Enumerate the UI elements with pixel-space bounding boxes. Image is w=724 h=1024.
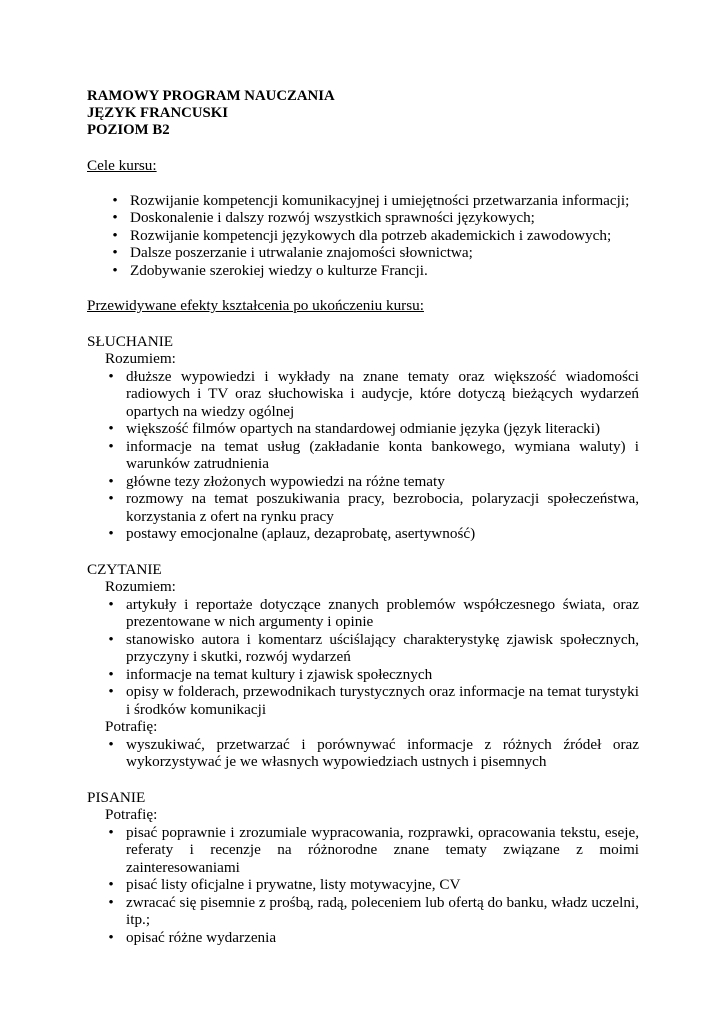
bullet-icon: •: [108, 630, 114, 648]
list-item: [108, 823, 639, 877]
bullet-icon: •: [112, 226, 118, 244]
list-item: [112, 226, 639, 245]
bullet-icon: •: [108, 525, 114, 542]
list-item-text: Rozwijanie kompetencji komunikacyjnej i umiejętności przetwarzania informacji;: [130, 191, 630, 209]
bullet-icon: •: [108, 928, 114, 946]
bullet-icon: •: [108, 490, 114, 507]
reading-understand-list: [108, 595, 639, 719]
list-item: [108, 437, 639, 473]
list-item: [108, 630, 639, 666]
writing-heading: PISANIE: [87, 788, 146, 806]
list-item-text: Zdobywanie szerokiej wiedzy o kulturze Francji.: [130, 261, 428, 279]
list-item-text: większość filmów opartych na standardowej odmianie języka (język literacki): [126, 420, 601, 437]
reading-can-label: Potrafię:: [105, 718, 158, 735]
bullet-icon: •: [112, 244, 118, 261]
list-item-text: Dalsze poszerzanie i utrwalanie znajomości słownictwa;: [130, 244, 473, 261]
list-item: [112, 261, 639, 280]
bullet-icon: •: [108, 367, 114, 385]
bullet-icon: •: [112, 209, 118, 226]
header-line-2: JĘZYK FRANCUSKI: [87, 105, 228, 121]
bullet-icon: •: [112, 261, 118, 279]
list-item: [108, 876, 639, 894]
bullet-icon: •: [108, 735, 114, 753]
list-item-text: informacje na temat kultury i zjawisk społecznych: [126, 665, 433, 683]
bullet-icon: •: [108, 683, 114, 700]
list-item: [108, 928, 639, 947]
bullet-icon: •: [108, 437, 114, 455]
goals-heading: Cele kursu:: [87, 157, 157, 174]
bullet-icon: •: [108, 472, 114, 490]
list-item-text: stanowisko autora i komentarz uściślający charakterystykę zjawisk społecznych, przyczyny i skutki, rozwój wydarzeń: [126, 630, 639, 665]
list-item: [112, 209, 639, 227]
list-item-text: wyszukiwać, przetwarzać i porównywać informacje z różnych źródeł oraz wykorzystywać je we własnych wypowiedziach ustnych i pisemnych: [126, 735, 639, 770]
list-item-text: główne tezy złożonych wypowiedzi na różne tematy: [126, 472, 445, 490]
document-content: [87, 88, 639, 946]
list-item-text: postawy emocjonalne (aplauz, dezaprobatę, asertywność): [126, 525, 476, 542]
reading-can-list: [108, 735, 639, 771]
listening-list: [108, 367, 639, 543]
list-item: [108, 525, 639, 543]
list-item-text: Doskonalenie i dalszy rozwój wszystkich sprawności językowych;: [130, 209, 535, 226]
list-item: [108, 893, 639, 929]
list-item: [108, 472, 639, 491]
bullet-icon: •: [108, 665, 114, 683]
listening-label: Rozumiem:: [105, 350, 176, 367]
listening-heading: SŁUCHANIE: [87, 332, 174, 350]
list-item-text: opisy w folderach, przewodnikach turystycznych oraz informacje na temat turystyki i środków komunikacji: [126, 683, 639, 718]
header-line-1: RAMOWY PROGRAM NAUCZANIA: [87, 88, 335, 104]
list-item-text: zwracać się pisemnie z prośbą, radą, poleceniem lub ofertą do banku, władz uczelni, itp.;: [126, 893, 639, 928]
bullet-icon: •: [108, 876, 114, 893]
document-header: [87, 88, 639, 139]
list-item: [108, 490, 639, 525]
bullet-icon: •: [108, 823, 114, 841]
writing-list: [108, 823, 639, 947]
bullet-icon: •: [108, 420, 114, 437]
list-item: [112, 191, 639, 210]
reading-heading: CZYTANIE: [87, 560, 162, 578]
list-item-text: rozmowy na temat poszukiwania pracy, bezrobocia, polaryzacji społeczeństwa, korzystania z ofert na rynku pracy: [126, 490, 639, 525]
header-line-3: POZIOM B2: [87, 122, 170, 138]
list-item: [108, 735, 639, 771]
list-item-text: pisać listy oficjalne i prywatne, listy motywacyjne, CV: [126, 876, 461, 893]
list-item-text: dłuższe wypowiedzi i wykłady na znane tematy oraz większość wiadomości radiowych i TV oraz słuchowiska i audycje, które dotyczą bieżących wydarzeń opartych na wiedzy ogólnej: [126, 367, 639, 420]
reading-understand-label: Rozumiem:: [105, 578, 176, 595]
list-item: [112, 244, 639, 262]
bullet-icon: •: [108, 893, 114, 911]
list-item-text: pisać poprawnie i zrozumiale wypracowania, rozprawki, opracowania tekstu, eseje, referaty i recenzje na różnorodne znane tematy związane z moimi zainteresowaniami: [126, 823, 639, 876]
list-item-text: artykuły i reportaże dotyczące znanych problemów współczesnego świata, oraz prezentowane w nich argumenty i opinie: [126, 595, 639, 630]
list-item: [108, 595, 639, 631]
list-item-text: informacje na temat usług (zakładanie konta bankowego, wymiana waluty) i warunków zatrudnienia: [126, 437, 639, 472]
writing-label: Potrafię:: [105, 806, 158, 823]
effects-heading: Przewidywane efekty kształcenia po ukończeniu kursu:: [87, 297, 424, 314]
bullet-icon: •: [112, 191, 118, 209]
bullet-icon: •: [108, 595, 114, 613]
goals-list: [112, 191, 639, 280]
list-item: [108, 367, 639, 421]
list-item: [108, 665, 639, 684]
list-item: [108, 420, 639, 438]
list-item-text: Rozwijanie kompetencji językowych dla potrzeb akademickich i zawodowych;: [130, 226, 612, 244]
list-item-text: opisać różne wydarzenia: [126, 928, 277, 946]
list-item: [108, 683, 639, 718]
